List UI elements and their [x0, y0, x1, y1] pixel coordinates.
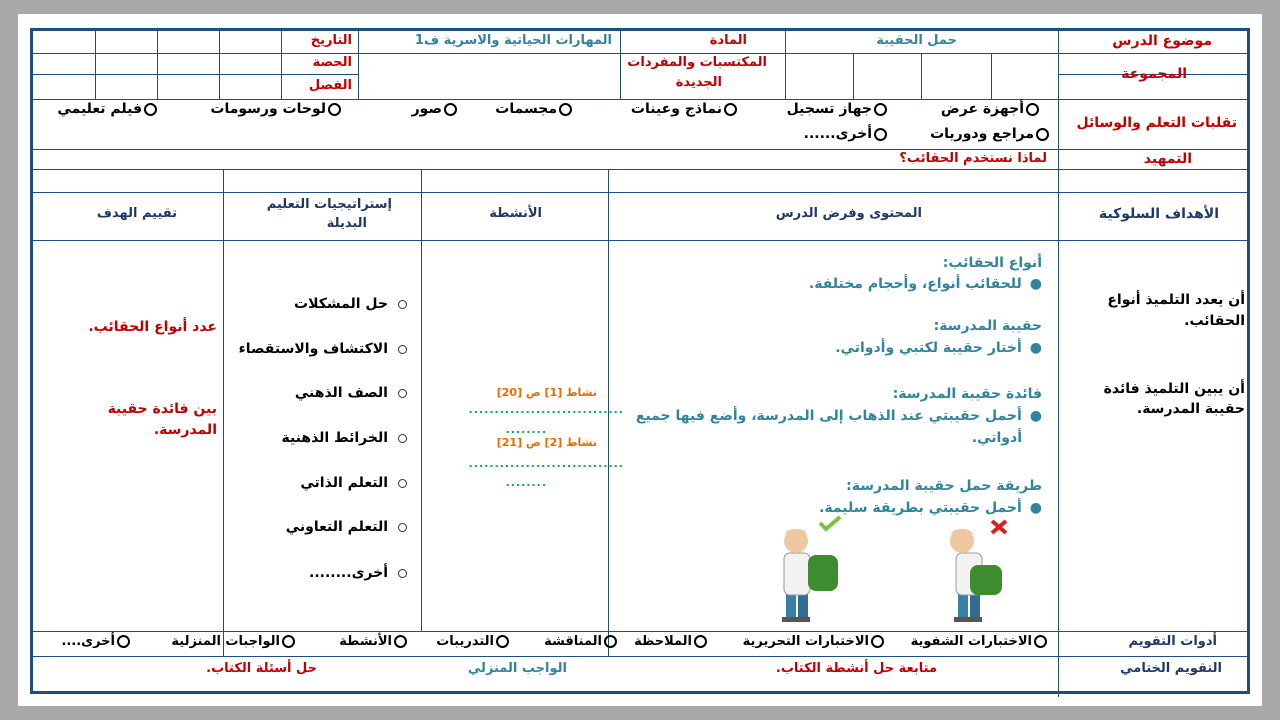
assessment-option[interactable]: الاختبارات الشفوية	[911, 634, 1047, 650]
strategy-item[interactable]: التعلم الذاتي	[300, 475, 407, 493]
strategy-item[interactable]: حل المشكلات	[294, 296, 407, 314]
assessment-option[interactable]: أخرى....	[61, 634, 130, 650]
assessment-option[interactable]: المناقشة	[544, 634, 617, 650]
radio-circle-icon	[496, 635, 509, 648]
radio-circle-icon	[328, 103, 341, 116]
content-heading-types: أنواع الحقائب:	[942, 255, 1042, 271]
radio-circle-icon	[1036, 128, 1049, 141]
intro-label: التمهيد	[1143, 151, 1192, 167]
objective-2-line1: أن يبين التلميذ فائدة	[1103, 381, 1245, 397]
content-heading-school-bag: حقيبة المدرسة:	[933, 318, 1042, 334]
class-label: الفصل	[308, 78, 352, 93]
circle-bullet-icon	[398, 389, 407, 398]
radio-circle-icon	[282, 635, 295, 648]
content-heading-benefit: فائدة حقيبة المدرسة:	[892, 386, 1042, 402]
strategy-item[interactable]: الصف الذهني	[295, 385, 407, 403]
radio-circle-icon	[559, 103, 572, 116]
resource-option[interactable]: مجسمات	[495, 101, 572, 119]
strategy-item[interactable]: الاكتشاف والاستقصاء	[239, 341, 407, 359]
homework-label: الواجب المنزلي	[467, 661, 567, 676]
content-bullet-benefit-cont: أدواتي.	[971, 430, 1022, 446]
assessment-option[interactable]: الأنشطة	[339, 634, 407, 650]
objective-2-line2: حقيبة المدرسة.	[1136, 401, 1245, 417]
evaluation-1: عدد أنواع الحقائب.	[88, 319, 217, 335]
vocab-label-1: المكتسبات والمفردات	[627, 55, 767, 70]
col-evaluation: تقييم الهدف	[96, 206, 177, 221]
lesson-topic-value: حمل الحقيبة	[876, 33, 957, 48]
assessment-option[interactable]: التدريبات	[436, 634, 509, 650]
col-strategies-1: إستراتيجيات التعليم	[266, 197, 392, 212]
homework-value: حل أسئلة الكتاب.	[206, 661, 317, 676]
radio-circle-icon	[444, 103, 457, 116]
col-strategies-2: البديلة	[326, 216, 367, 231]
strategy-item[interactable]: الخرائط الذهنية	[281, 430, 407, 448]
resources-label: تقلبات التعلم والوسائل	[1076, 115, 1237, 131]
resource-option[interactable]: مراجع ودوريات	[930, 126, 1049, 144]
final-followup: متابعة حل أنشطة الكتاب.	[775, 661, 937, 676]
col-activities: الأنشطة	[489, 206, 542, 221]
col-content: المحتوى وفرض الدرس	[775, 206, 922, 221]
assessment-option[interactable]: الاختبارات التحريرية	[743, 634, 884, 650]
content-bullet-school-bag: ●أختار حقيبة لكتبي وأدواتي.	[835, 340, 1042, 356]
cross-icon	[992, 521, 1006, 533]
circle-bullet-icon	[398, 434, 407, 443]
activity-2: نشاط [2] ص [21]	[496, 436, 597, 449]
radio-circle-icon	[144, 103, 157, 116]
radio-circle-icon	[604, 635, 617, 648]
activity-dots: ........	[505, 423, 547, 436]
evaluation-2-line2: المدرسة.	[153, 422, 217, 438]
radio-circle-icon	[874, 128, 887, 141]
resource-option[interactable]: لوحات ورسومات	[210, 101, 341, 119]
col-objectives: الأهداف السلوكية	[1098, 206, 1219, 222]
strategy-item[interactable]: أخرى........	[309, 565, 407, 583]
student-incorrect-posture-illustration	[922, 515, 1022, 623]
resource-option[interactable]: صور	[412, 101, 457, 119]
strategy-item[interactable]: التعلم التعاوني	[286, 519, 407, 537]
resource-option[interactable]: نماذج وعينات	[631, 101, 737, 119]
page-frame	[18, 14, 1262, 706]
assessment-option[interactable]: الملاحظة	[634, 634, 707, 650]
resource-option[interactable]: أخرى......	[804, 126, 887, 144]
group-label: المجموعة	[1121, 66, 1187, 82]
check-icon	[820, 517, 840, 529]
final-assessment-label: التقويم الختامي	[1120, 661, 1222, 676]
objective-1-line1: أن يعدد التلميذ أنواع	[1107, 292, 1245, 308]
subject-value: المهارات الحياتية والاسرية ف1	[414, 33, 612, 48]
radio-circle-icon	[117, 635, 130, 648]
resource-option[interactable]: أجهزة عرض	[941, 101, 1039, 119]
activity-dots: ..............................	[468, 457, 624, 470]
resource-option[interactable]: جهاز تسجيل	[787, 101, 887, 119]
assessment-option[interactable]: الواجبات المنزلية	[171, 634, 295, 650]
content-bullet-carry: ●أحمل حقيبتي بطريقة سليمة.	[819, 500, 1042, 516]
content-heading-carry: طريقة حمل حقيبة المدرسة:	[846, 478, 1042, 494]
resource-option[interactable]: فيلم تعليمي	[57, 101, 157, 119]
intro-question: لماذا نستخدم الحقائب؟	[899, 151, 1047, 166]
lesson-topic-label: موضوع الدرس	[1112, 33, 1212, 49]
evaluation-2-line1: بين فائدة حقيبة	[107, 401, 217, 417]
radio-circle-icon	[394, 635, 407, 648]
date-label: التاريخ	[310, 33, 352, 48]
lesson-plan-table	[30, 28, 1250, 694]
activity-dots: ..............................	[468, 403, 624, 416]
activity-1: نشاط [1] ص [20]	[496, 386, 597, 399]
period-label: الحصة	[312, 55, 352, 70]
circle-bullet-icon	[398, 569, 407, 578]
radio-circle-icon	[874, 103, 887, 116]
radio-circle-icon	[694, 635, 707, 648]
radio-circle-icon	[871, 635, 884, 648]
assessment-tools-label: أدوات التقويم	[1128, 634, 1217, 649]
radio-circle-icon	[1034, 635, 1047, 648]
circle-bullet-icon	[398, 345, 407, 354]
objective-1-line2: الحقائب.	[1184, 313, 1245, 329]
activity-dots: ........	[505, 476, 547, 489]
radio-circle-icon	[1026, 103, 1039, 116]
subject-label: المادة	[709, 33, 747, 48]
student-correct-posture-illustration	[746, 515, 846, 623]
vocab-label-2: الجديدة	[675, 75, 722, 90]
circle-bullet-icon	[398, 523, 407, 532]
circle-bullet-icon	[398, 300, 407, 309]
content-bullet-types: ●للحقائب أنواع، وأحجام مختلفة.	[808, 276, 1042, 292]
circle-bullet-icon	[398, 479, 407, 488]
content-bullet-benefit: ●أحمل حقيبتي عند الذهاب إلى المدرسة، وأضع فيها جميع	[635, 408, 1042, 424]
radio-circle-icon	[724, 103, 737, 116]
